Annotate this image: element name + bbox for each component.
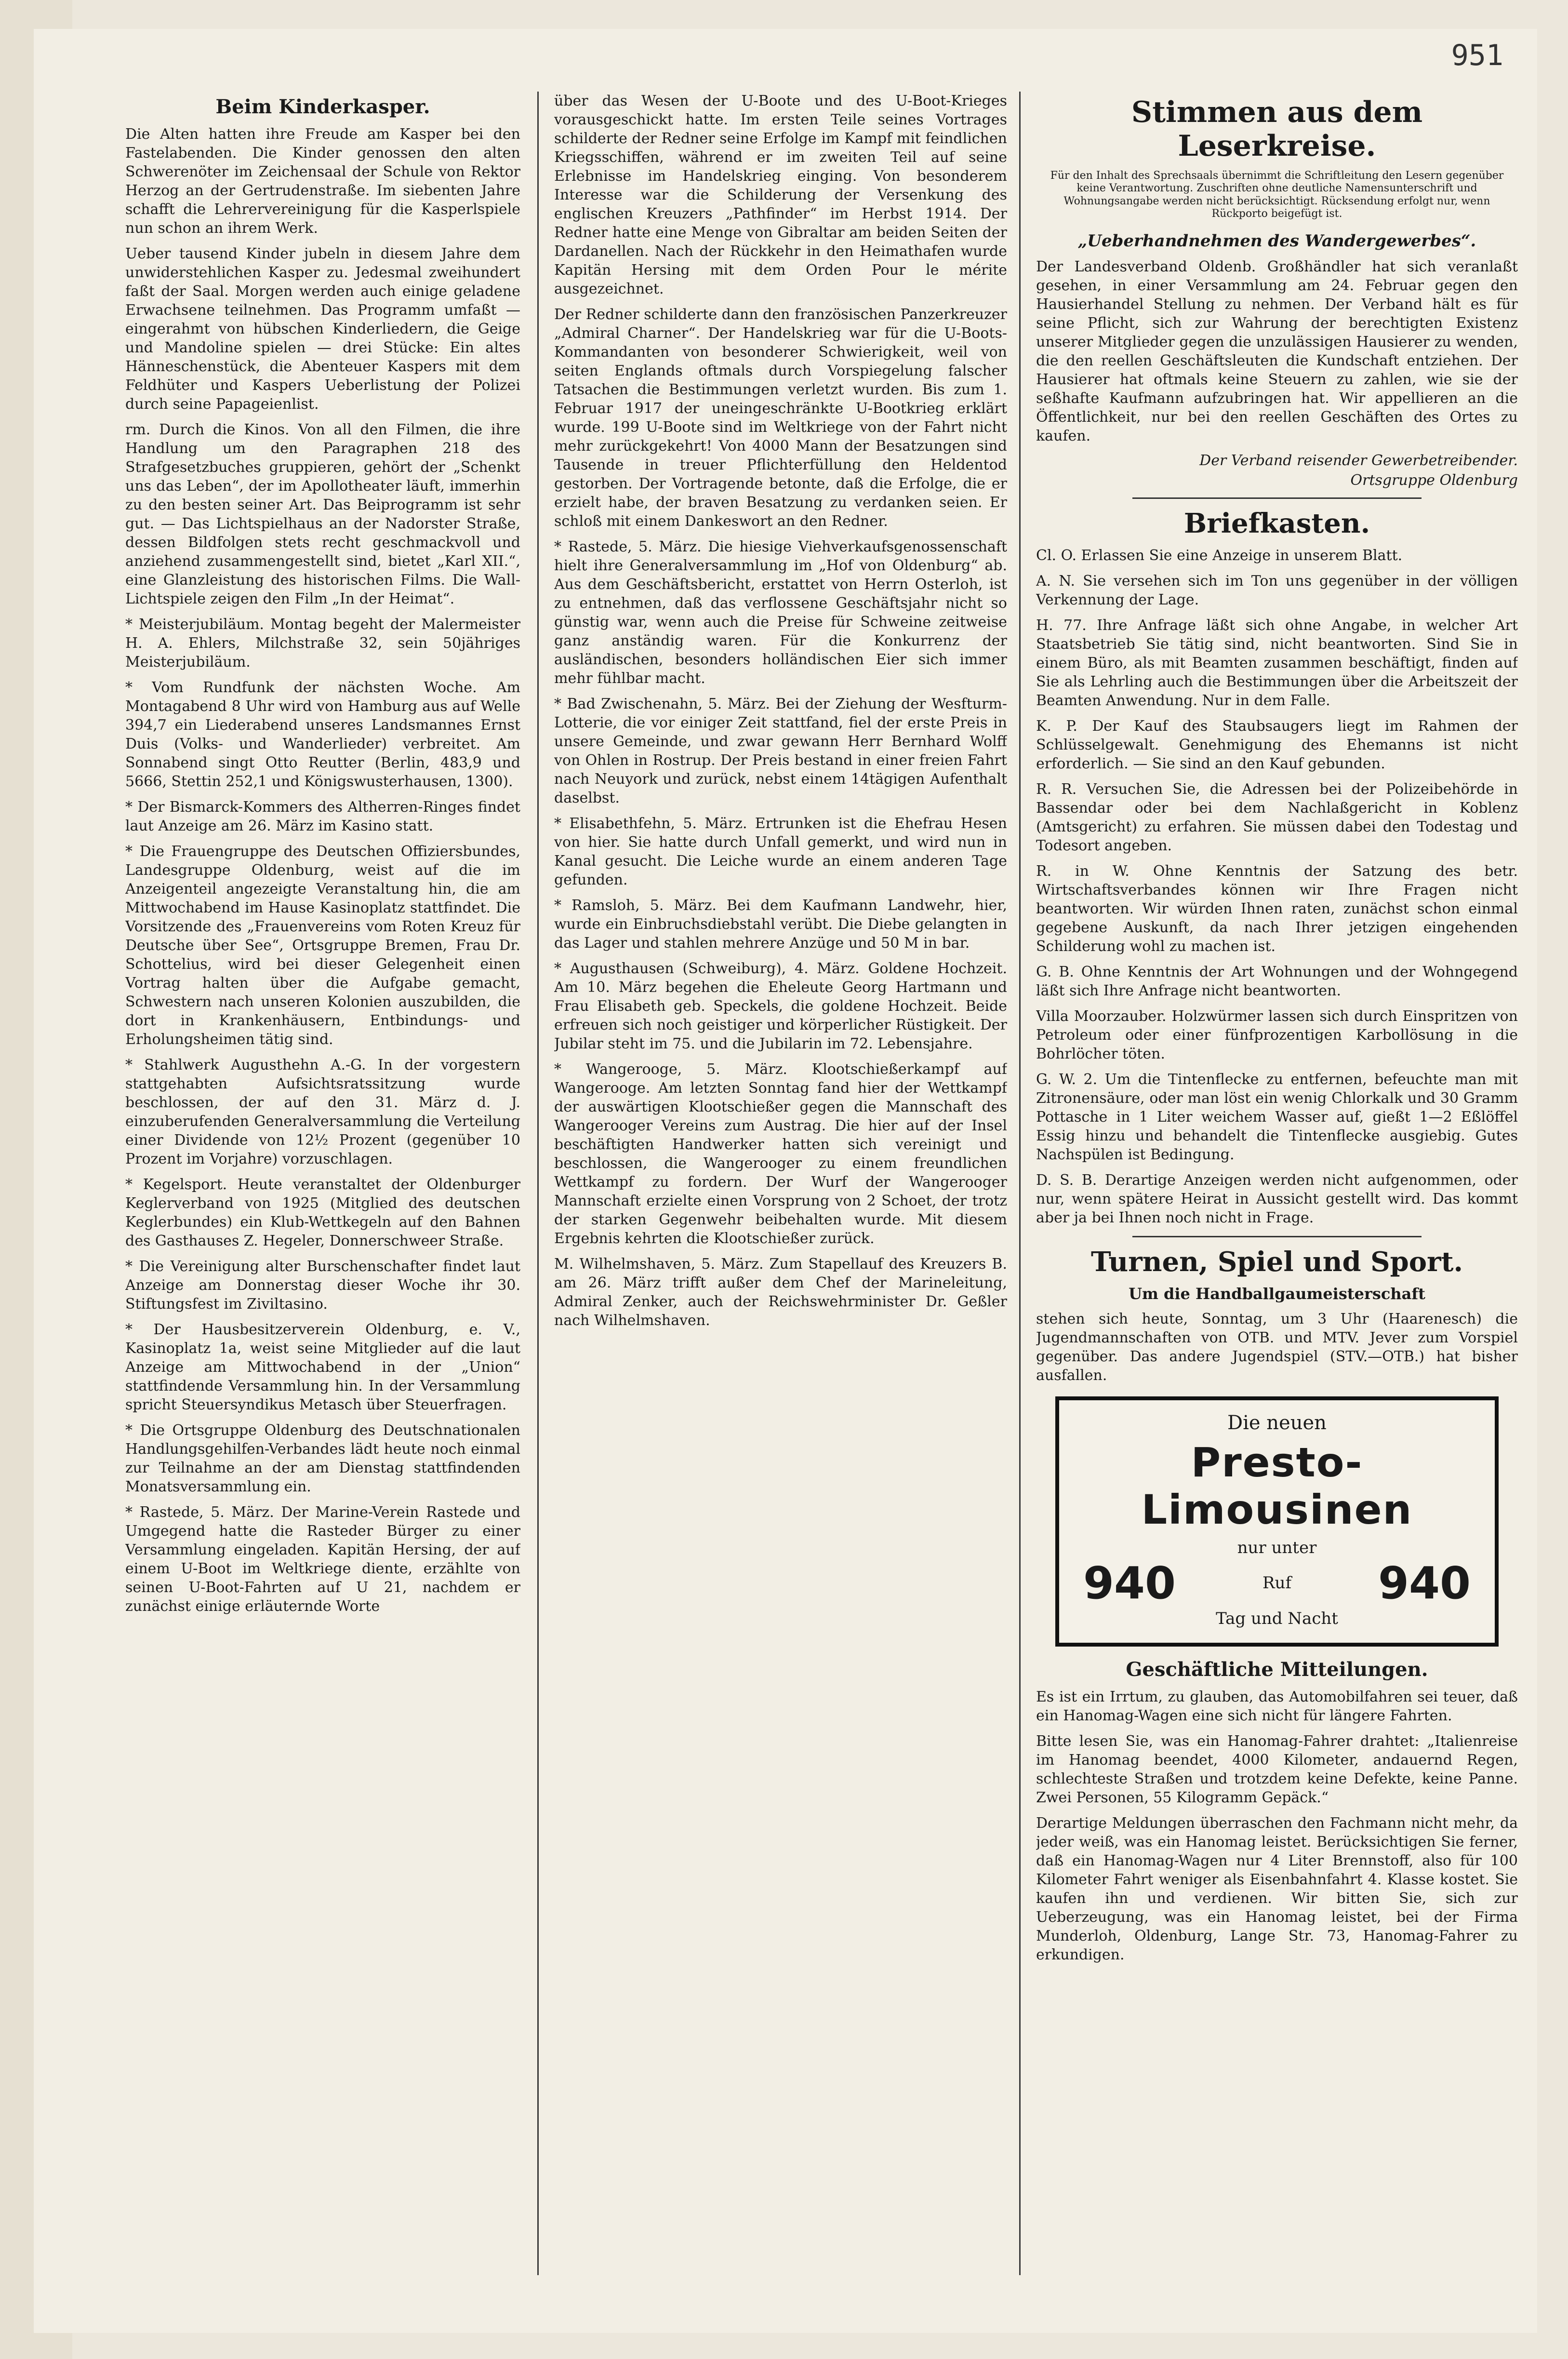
- mitteilung-paragraph: Es ist ein Irrtum, zu glauben, das Automobilfahren sei teuer, daß ein Hanomag-Wagen eine sich nicht für längere Fahrten.: [1036, 1688, 1518, 1724]
- article-paragraph: * Elisabethfehn, 5. März. Ertrunken ist die Ehefrau Hesen von hier. Sie hatte durch Unfall gemerkt, und wird nun in Kanal gesucht. Die Leiche wurde an einem anderen Tage gefunden.: [554, 815, 1007, 888]
- briefkasten-entry: H. 77. Ihre Anfrage läßt sich ohne Angabe, in welcher Art Staatsbetrieb Sie tätig sind, nicht beantworten. Sind Sie in einem Büro, als mit Beamten zusammen beschäftigt, finden auf Sie als Lehrling auch die Bestimmungen über die Arbeitszeit der Beamten Anwendung. Nur in dem Falle.: [1036, 617, 1518, 709]
- letter-signature: Der Verband reisender Gewerbetreibender.: [1199, 452, 1518, 469]
- column-rule: [1019, 92, 1021, 2275]
- article-paragraph: * Rastede, 5. März. Der Marine-Verein Rastede und Umgegend hatte die Rasteder Bürger zu einer Versammlung eingeladen. Kapitän Hersing, der auf einem U-Boot im Weltkriege diente, erzählte von seinen U-Boot-Fahrten auf U 21, nachdem er zunächst einige erläuternde Worte: [125, 1504, 520, 1615]
- section-title-leserkreise: Stimmen aus dem Leserkreise.: [1131, 95, 1423, 163]
- page-number: 951: [1451, 39, 1503, 72]
- article-paragraph: Der Redner schilderte dann den französischen Panzerkreuzer „Admiral Charner“. Der Handelskrieg war für die U-Boots-Kommandanten von besonderer Schwierigkeit, weil von seiten Englands oftmals durch Vorspiegelung falscher Tatsachen die Bestimmungen verletzt wurden. Bis zum 1. Februar 1917 der uneingeschränkte U-Bootkrieg erklärt wurde. 199 U-Boote sind im Weltkriege von der Fahrt nicht mehr zurückgekehrt! Von 4000 Mann der Besatzungen sind Tausende in treuer Pflichterfüllung den Heldentod gestorben. Der Vortragende betonte, daß die Erfolge, die er erzielt habe, der braven Besatzung zu verdanken seien. Er schloß mit einem Dankeswort an den Redner.: [554, 306, 1007, 530]
- newspaper-page: [34, 29, 1537, 2333]
- article-paragraph: * Bad Zwischenahn, 5. März. Bei der Ziehung der Wesfturm-Lotterie, die vor einiger Zeit stattfand, fiel der erste Preis in unsere Gemeinde, und zwar gewann Herr Bernhard Wolff von Ohlen in Rostrup. Der Preis bestand in einer freien Fahrt nach Neuyork und zurück, nebst einem 14tägigen Aufenthalt daselbst.: [554, 696, 1007, 806]
- section-title-briefkasten: Briefkasten.: [1183, 507, 1370, 539]
- column-right: [1036, 92, 1518, 2275]
- mitteilung-paragraph: Derartige Meldungen überraschen den Fachmann nicht mehr, da jeder weiß, was ein Hanomag leistet. Berücksichtigen Sie ferner, daß ein Hanomag-Wagen nur 4 Liter Brennstoff, also für 100 Kilometer Fahrt weniger als Eisenbahnfahrt 4. Klasse kostet. Sie kaufen ihn und verdienen. Wir bitten Sie, sich zur Ueberzeugung, was ein Hanomag leistet, bei der Firma Munderloh, Oldenburg, Lange Str. 73, Hanomag-Fahrer zu erkundigen.: [1036, 1814, 1518, 1963]
- section-title-sport: Turnen, Spiel und Sport.: [1091, 1246, 1463, 1278]
- briefkasten-entry: G. B. Ohne Kenntnis der Art Wohnungen und der Wohngegend läßt sich Ihre Anfrage nicht beantworten.: [1036, 963, 1518, 999]
- article-paragraph: * Der Bismarck-Kommers des Altherren-Ringes findet laut Anzeige am 26. März im Kasino statt.: [125, 799, 520, 834]
- article-paragraph: * Vom Rundfunk der nächsten Woche. Am Montagabend 8 Uhr wird von Hamburg aus auf Welle 394,7 ein Liederabend unseres Landsmannes Ernst Duis (Volks- und Wanderlieder) verbreitet. Am Sonnabend singt Otto Reutter (Berlin, 483,9 und 5666, Stettin 252,1 und Königswusterhausen, 1300).: [125, 679, 520, 790]
- sport-subtitle: Um die Handballgaumeisterschaft: [1129, 1284, 1425, 1303]
- section-disclaimer: Für den Inhalt des Sprechsaals übernimmt die Schriftleitung den Lesern gegenüber keine Verantwortung. Zuschriften ohne deutliche Namensunterschrift und Wohnungsangabe werden nicht berücksichtigt. Rücksendung erfolgt nur, wenn Rückporto beigefügt ist.: [1050, 170, 1504, 220]
- letter-signature: Ortsgruppe Oldenburg: [1350, 471, 1518, 489]
- article-paragraph: rm. Durch die Kinos. Von all den Filmen, die ihre Handlung um den Paragraphen 218 des Strafgesetzbuches gruppieren, gehört der „Schenkt uns das Leben“, der im Apollotheater läuft, immerhin zu den besten seiner Art. Das Beiprogramm ist sehr gut. — Das Lichtspielhaus an der Nadorster Straße, dessen Bildfolgen stets recht geschmackvoll und anziehend zusammengestellt sind, bietet „Karl XII.“, eine Glanzleistung des historischen Films. Die Wall-Lichtspiele zeigen den Film „In der Heimat“.: [125, 421, 520, 607]
- ad-subline: nur unter: [1237, 1538, 1317, 1557]
- letter-subtitle: „Ueberhandnehmen des Wandergewerbes“.: [1077, 231, 1476, 251]
- article-paragraph: * Rastede, 5. März. Die hiesige Viehverkaufsgenossenschaft hielt ihre Generalversammlung im „Hof von Oldenburg“ ab. Aus dem Geschäftsbericht, erstattet von Herrn Osterloh, ist zu entnehmen, daß das verflossene Geschäftsjahr nicht so günstig war, wenn auch die Preise für Schweine zeitweise ganz anständig waren. Für die Konkurrenz der ausländischen, besonders holländischen Eier sich immer mehr fühlbar macht.: [554, 538, 1007, 687]
- briefkasten-entry: D. S. B. Derartige Anzeigen werden nicht aufgenommen, oder nur, wenn spätere Heirat in Aussicht gestellt wird. Das kommt aber ja bei Ihnen noch nicht in Frage.: [1036, 1171, 1518, 1226]
- article-paragraph: * Die Vereinigung alter Burschenschafter findet laut Anzeige am Donnerstag dieser Woche ihr 30. Stiftungsfest im Ziviltasino.: [125, 1258, 520, 1313]
- article-paragraph: M. Wilhelmshaven, 5. März. Zum Stapellauf des Kreuzers B. am 26. März trifft außer dem Chef der Marineleitung, Admiral Zenker, auch der Reichswehrminister Dr. Geßler nach Wilhelmshaven.: [554, 1256, 1007, 1329]
- ad-footer: Tag und Nacht: [1216, 1608, 1338, 1628]
- ad-phone-number-right: 940: [1378, 1557, 1471, 1609]
- letter-paragraph: Der Landesverband Oldenb. Großhändler hat sich veranlaßt gesehen, in einer Versammlung am 24. Februar gegen den Hausierhandel Stellung zu nehmen. Der Verband hält es für seine Pflicht, sich zur Wahrung der berechtigten Existenz unserer Mitglieder gegen die unzulässigen Hausierer zu wenden, die den reellen Geschäftsleuten die Kundschaft entziehen. Der Hausierer hat oftmals keine Steuern zu zahlen, wie sie der seßhafte Kaufmann aufzubringen hat. Wir appellieren an die Öffentlichkeit, nur bei den reellen Geschäften des Ortes zu kaufen.: [1036, 258, 1518, 444]
- sport-paragraph: stehen sich heute, Sonntag, um 3 Uhr (Haarenesch) die Jugendmannschaften von OTB. und MTV. Jever zum Vorspiel gegenüber. Das andere Jugendspiel (STV.—OTB.) hat bisher ausfallen.: [1036, 1310, 1518, 1384]
- ad-phone-row: [1069, 1557, 1485, 1609]
- mitteilung-paragraph: Bitte lesen Sie, was ein Hanomag-Fahrer drahtet: „Italienreise im Hanomag beendet, 4000 Kilometer, andauernd Regen, schlechteste Straßen und trotzdem keine Defekte, keine Panne. Zwei Personen, 55 Kilogramm Gepäck.“: [1036, 1732, 1518, 1806]
- briefkasten-entry: Cl. O. Erlassen Sie eine Anzeige in unserem Blatt.: [1036, 547, 1403, 564]
- ad-headline: Presto-Limousinen: [1141, 1438, 1413, 1533]
- article-paragraph: * Wangerooge, 5. März. Klootschießerkampf auf Wangerooge. Am letzten Sonntag fand hier der Wettkampf der auswärtigen Klootschießer gegen die Mannschaft des Wangerooger Vereins zum Austrag. Die hier auf der Insel beschäftigten Handwerker hatten sich vereinigt und beschlossen, die Wangerooger zu einem freundlichen Wettkampf zu fordern. Der Wurf der Wangerooger Mannschaft erzielte einen Vorsprung von 2 Schoet, der trotz der starken Gegenwehr beibehalten wurde. Mit diesem Ergebnis kehrten die Klootschießer zurück.: [554, 1061, 1007, 1247]
- article-title: Beim Kinderkasper.: [215, 95, 430, 118]
- briefkasten-entry: Villa Moorzauber. Holzwürmer lassen sich durch Einspritzen von Petroleum oder einer fünfprozentigen Karbollösung in die Bohrlöcher töten.: [1036, 1007, 1518, 1062]
- article-paragraph: * Der Hausbesitzerverein Oldenburg, e. V., Kasinoplatz 1a, weist seine Mitglieder auf die laut Anzeige am Mittwochabend in der „Union“ stattfindende Versammlung hin. In der Versammlung spricht Steuersyndikus Metasch über Steuerfragen.: [125, 1321, 520, 1413]
- briefkasten-entry: A. N. Sie versehen sich im Ton uns gegenüber in der völligen Verkennung der Lage.: [1036, 572, 1518, 608]
- ad-ruf-label: Ruf: [1262, 1573, 1292, 1593]
- article-paragraph: * Die Frauengruppe des Deutschen Offiziersbundes, Landesgruppe Oldenburg, weist auf die im Anzeigenteil angezeigte Veranstaltung hin, die am Mittwochabend im Hause Kasinoplatz stattfindet. Die Vorsitzende des „Frauenvereins vom Roten Kreuz für Deutsche über See“, Ortsgruppe Bremen, Frau Dr. Schottelius, wird bei dieser Gelegenheit einen Vortrag halten über die Aufgabe gemacht, Schwestern nach unseren Kolonien auszubilden, die dort in Krankenhäusern, Entbindungs- und Erholungsheimen tätig sind.: [125, 843, 520, 1048]
- section-title-mitteilungen: Geschäftliche Mitteilungen.: [1126, 1658, 1428, 1681]
- advertisement-presto: [1055, 1396, 1499, 1647]
- article-paragraph: * Stahlwerk Augusthehn A.-G. In der vorgestern stattgehabten Aufsichtsratssitzung wurde beschlossen, der auf den 31. März d. J. einzuberufenden Generalversammlung die Verteilung einer Dividende von 12½ Prozent (gegenüber 10 Prozent im Vorjahre) vorzuschlagen.: [125, 1057, 520, 1167]
- article-paragraph: * Meisterjubiläum. Montag begeht der Malermeister H. A. Ehlers, Milchstraße 32, sein 50jähriges Meisterjubiläum.: [125, 616, 520, 670]
- section-divider: [1132, 1236, 1422, 1237]
- column-rule: [537, 92, 539, 2275]
- article-paragraph: Ueber tausend Kinder jubeln in diesem Jahre dem unwiderstehlichen Kasper zu. Jedesmal zweihundert faßt der Saal. Morgen werden auch einige geladene Erwachsene teilnehmen. Das Programm umfaßt — eingerahmt von hübschen Kinderliedern, die Geige und Mandoline spielen — drei Stücke: Ein altes Hänneschenstück, die Abenteuer Kaspers mit dem Feldhüter und Kaspers Ueberlistung der Polizei durch seine Papageienlist.: [125, 245, 520, 413]
- ad-phone-number-left: 940: [1083, 1557, 1176, 1609]
- ad-intro: Die neuen: [1227, 1411, 1327, 1434]
- article-paragraph: Die Alten hatten ihre Freude am Kasper bei den Fastelabenden. Die Kinder genossen den alten Schwerenöter im Zeichensaal der Schule von Rektor Herzog an der Gertrudenstraße. Im siebenten Jahre schafft die Lehrervereinigung für die Kasperlspiele nun schon an ihrem Werk.: [125, 126, 520, 237]
- article-paragraph: * Die Ortsgruppe Oldenburg des Deutschnationalen Handlungsgehilfen-Verbandes lädt heute noch einmal zur Teilnahme an der am Dienstag stattfindenden Monatsversammlung ein.: [125, 1422, 520, 1495]
- briefkasten-entry: G. W. 2. Um die Tintenflecke zu entfernen, befeuchte man mit Zitronensäure, oder man löst ein wenig Chlorkalk und 30 Gramm Pottasche in 1 Liter weichem Wasser auf, gießt 1—2 Eßlöffel Essig hinzu und behandelt die Tintenflecke ausgiebig. Gutes Nachspülen ist Bedingung.: [1036, 1071, 1518, 1163]
- briefkasten-entry: K. P. Der Kauf des Staubsaugers liegt im Rahmen der Schlüsselgewalt. Genehmigung des Ehemanns ist nicht erforderlich. — Sie sind an den Kauf gebunden.: [1036, 717, 1518, 772]
- article-paragraph: * Kegelsport. Heute veranstaltet der Oldenburger Keglerverband von 1925 (Mitglied des deutschen Keglerbundes) ein Klub-Wettkegeln auf den Bahnen des Gasthauses Z. Hegeler, Donnerschweer Straße.: [125, 1176, 520, 1249]
- article-paragraph: * Augusthausen (Schweiburg), 4. März. Goldene Hochzeit. Am 10. März begehen die Eheleute Georg Hartmann und Frau Elisabeth geb. Speckels, die goldene Hochzeit. Beide erfreuen sich noch geistiger und körperlicher Rüstigkeit. Der Jubilar steht im 75. und die Jubilarin im 72. Lebensjahre.: [554, 960, 1007, 1052]
- column-middle: [554, 92, 1007, 2275]
- briefkasten-entry: R. R. Versuchen Sie, die Adressen bei der Polizeibehörde in Bassendar oder bei dem Nachlaßgericht in Koblenz (Amtsgericht) zu erfahren. Sie müssen dabei den Todestag und Todesort angeben.: [1036, 780, 1518, 854]
- article-paragraph: über das Wesen der U-Boote und des U-Boot-Krieges vorausgeschickt hatte. Im ersten Teile seines Vortrages schilderte der Redner seine Erfolge im Kampf mit feindlichen Kriegsschiffen, während er im zweiten Teil auf seine Erlebnisse im Handelskrieg einging. Von besonderem Interesse war die Schilderung der Versenkung des englischen Kreuzers „Pathfinder“ im Herbst 1914. Der Redner hatte eine Menge von Gibraltar am beiden Seiten der Dardanellen. Nach der Rückkehr in den Heimathafen wurde Kapitän Hersing mit dem Orden Pour le mérite ausgezeichnet.: [554, 93, 1007, 297]
- briefkasten-entry: R. in W. Ohne Kenntnis der Satzung des betr. Wirtschaftsverbandes können wir Ihre Fragen nicht beantworten. Wir würden Ihnen raten, zunächst schon einmal gegebene Auskunft, da nach Ihrer jetzigen eingehenden Schilderung wohl zu machen ist.: [1036, 862, 1518, 955]
- article-paragraph: * Ramsloh, 5. März. Bei dem Kaufmann Landwehr, hier, wurde ein Einbruchsdiebstahl verübt. Die Diebe gelangten in das Lager und stahlen mehrere Anzüge und 50 M in bar.: [554, 897, 1007, 952]
- section-divider: [1132, 497, 1422, 499]
- column-left: [125, 92, 520, 2275]
